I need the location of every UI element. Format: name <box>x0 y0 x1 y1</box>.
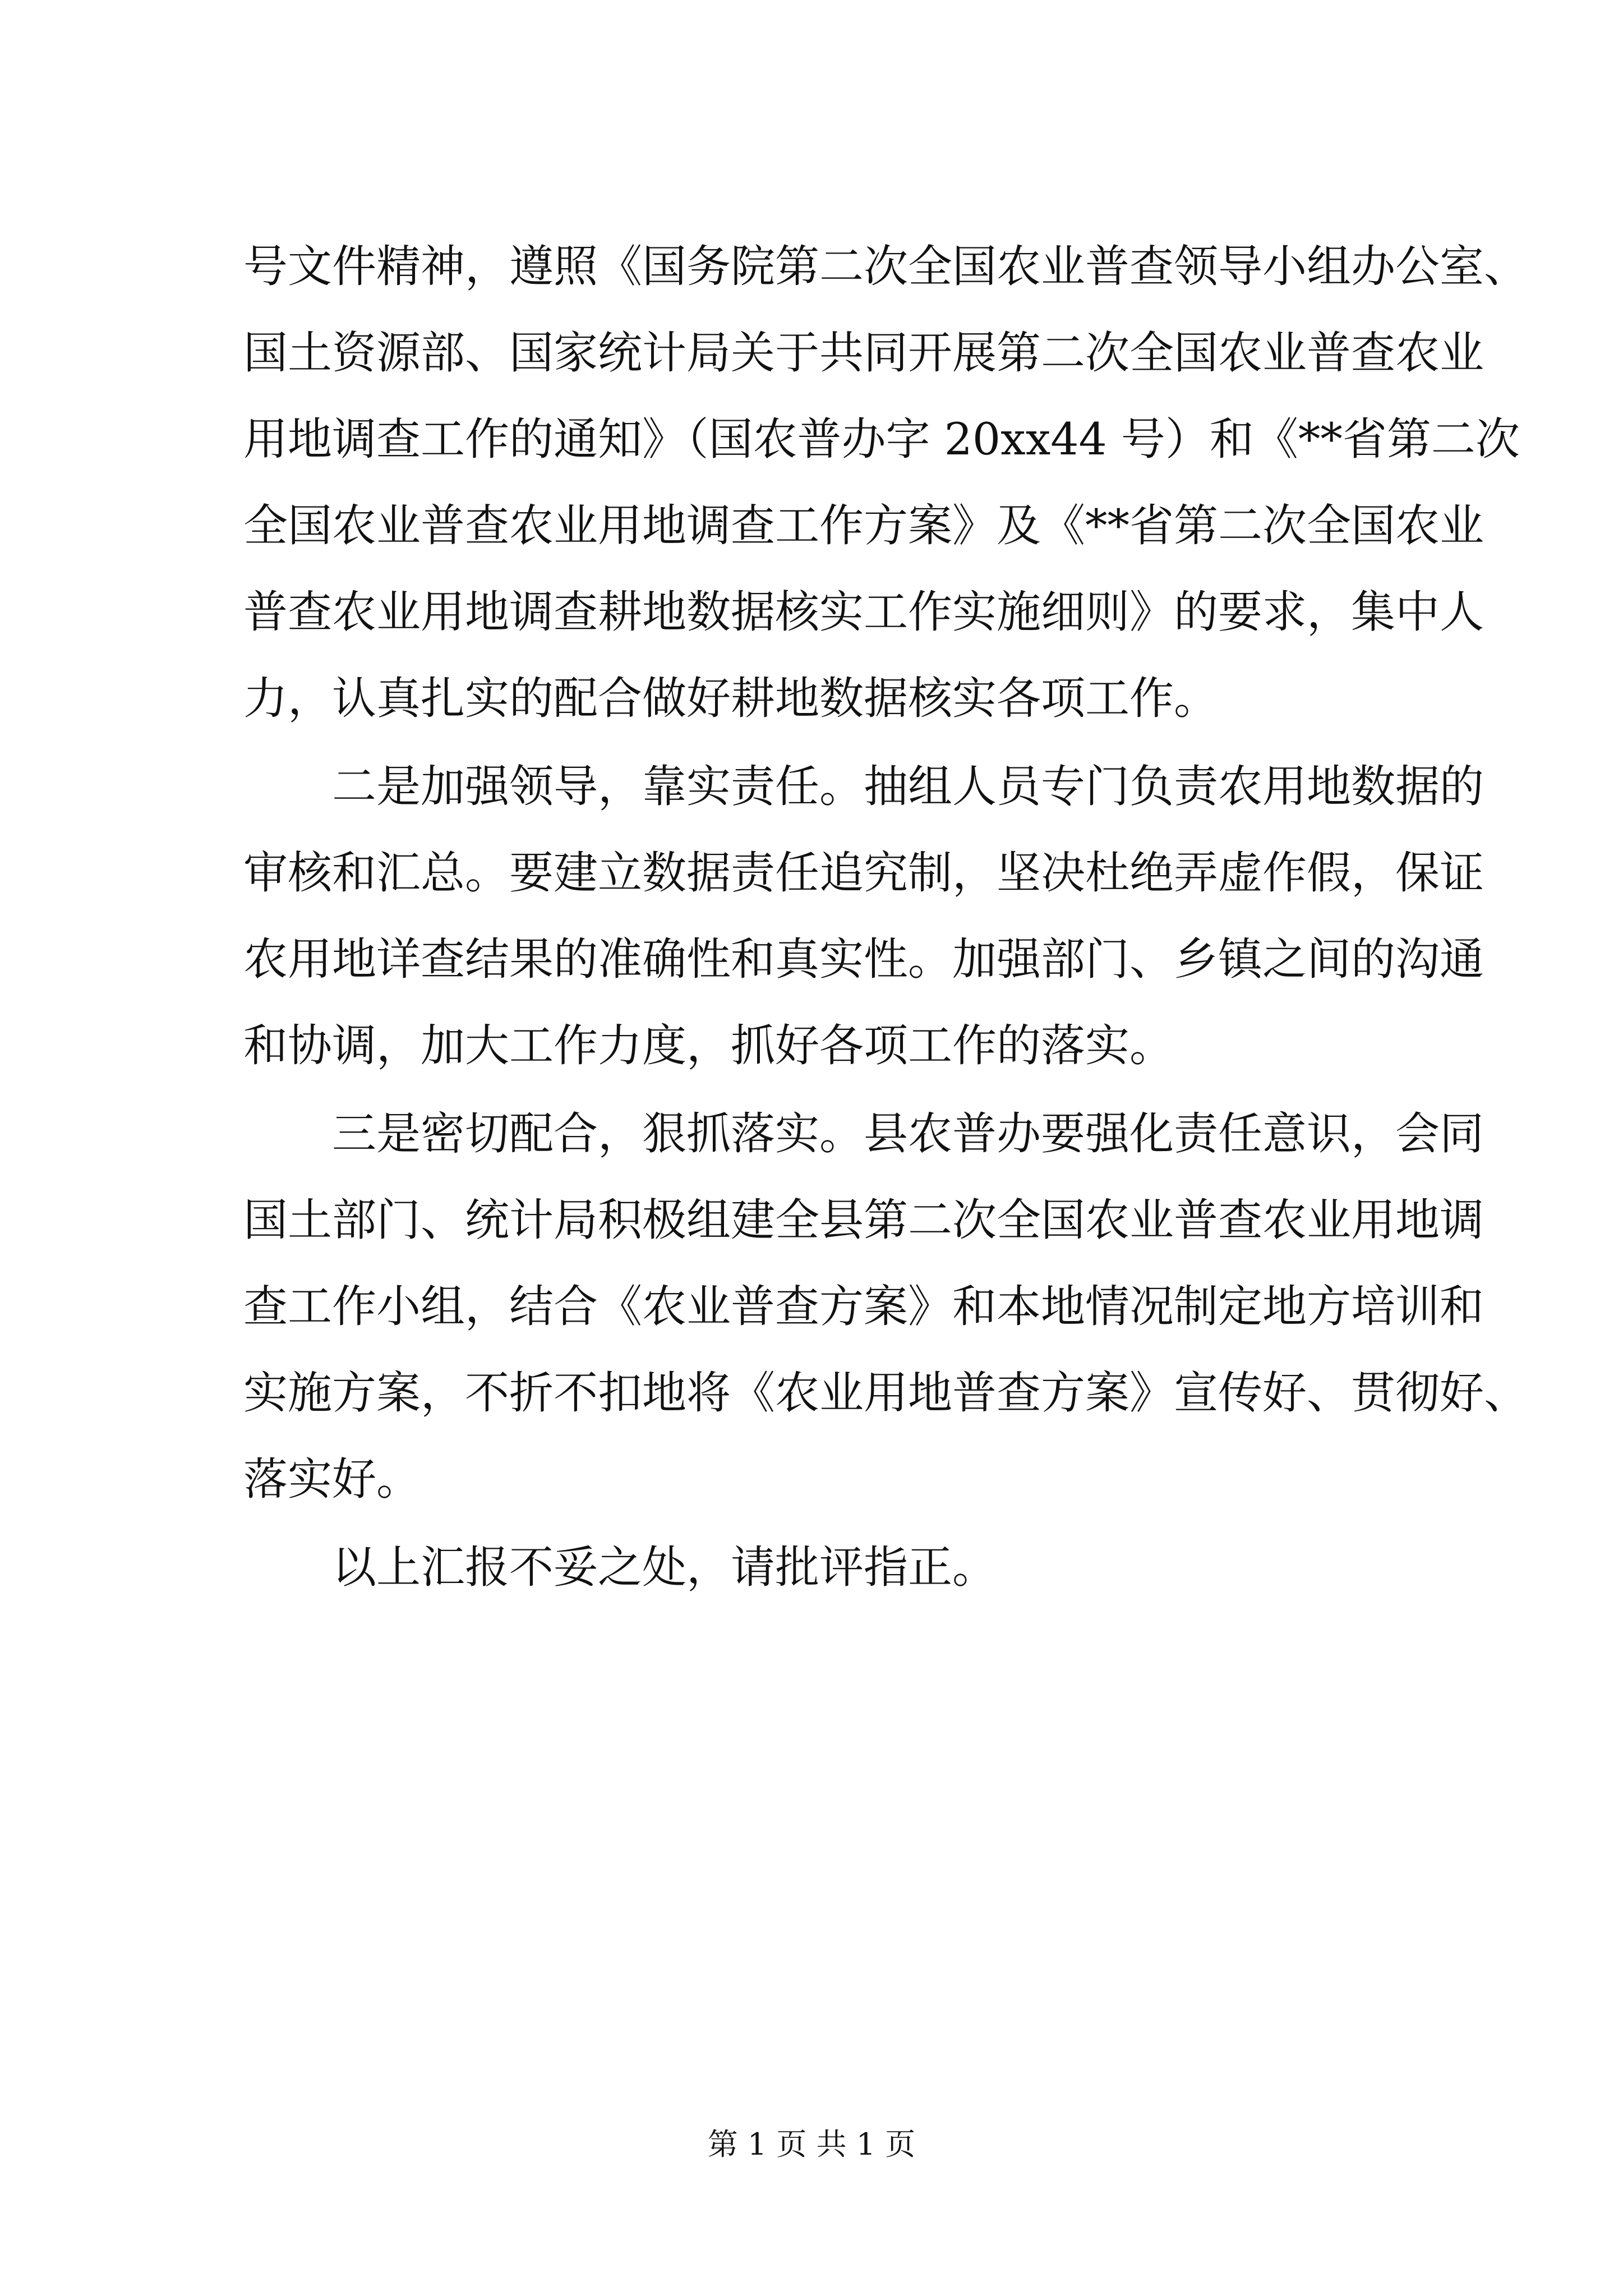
paragraph-3-line-1: 三是密切配合，狠抓落实。县农普办要强化责任意识，会同 <box>332 1108 1484 1159</box>
paragraph-3-line-4: 实施方案，不折不扣地将《农业用地普查方案》宣传好、贯彻好、 <box>243 1367 1528 1419</box>
paragraph-1-line-2: 国土资源部、国家统计局关于共同开展第二次全国农业普查农业 <box>243 327 1484 379</box>
paragraph-2-line-1: 二是加强领导，靠实责任。抽组人员专门负责农用地数据的 <box>332 761 1484 812</box>
paragraph-1-line-6: 力，认真扎实的配合做好耕地数据核实各项工作。 <box>243 673 1218 724</box>
paragraph-3-line-2: 国土部门、统计局积极组建全县第二次全国农业普查农业用地调 <box>243 1194 1484 1246</box>
paragraph-1-line-5: 普查农业用地调查耕地数据核实工作实施细则》的要求，集中人 <box>243 586 1484 638</box>
page-footer: 第 1 页 共 1 页 <box>707 2127 916 2162</box>
paragraph-1-line-3: 用地调查工作的通知》（国农普办字 20xx44 号）和《**省第二次 <box>243 413 1520 465</box>
paragraph-1-line-4: 全国农业普查农业用地调查工作方案》及《**省第二次全国农业 <box>243 500 1484 551</box>
paragraph-3-line-5: 落实好。 <box>243 1453 421 1505</box>
paragraph-2-line-3: 农用地详查结果的准确性和真实性。加强部门、乡镇之间的沟通 <box>243 933 1484 985</box>
paragraph-3-line-3: 查工作小组，结合《农业普查方案》和本地情况制定地方培训和 <box>243 1281 1484 1332</box>
paragraph-2-line-4: 和协调，加大工作力度，抓好各项工作的落实。 <box>243 1020 1174 1071</box>
paragraph-1-line-1: 号文件精神，遵照《国务院第二次全国农业普查领导小组办公室、 <box>243 241 1528 292</box>
paragraph-4-line-1: 以上汇报不妥之处，请批评指正。 <box>332 1542 997 1593</box>
paragraph-2-line-2: 审核和汇总。要建立数据责任追究制，坚决杜绝弄虚作假，保证 <box>243 847 1484 899</box>
